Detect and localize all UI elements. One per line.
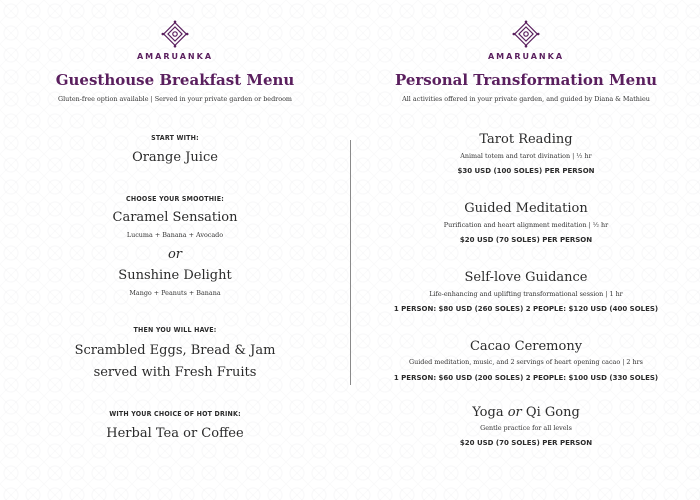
menu-subtitle: Gluten-free option available | Served in your private garden or bedroom [58,95,292,103]
or-separator: or [167,247,183,262]
tarot-reading-name: Tarot Reading [479,132,573,147]
start-with-label: START WITH: [151,134,199,142]
menu-title: Personal Transformation Menu [394,71,658,89]
or-separator: or [507,405,522,420]
smoothie-option-1: Caramel Sensation [112,210,238,225]
yoga-qi-gong-name [352,405,700,420]
brand-name: AMARUANKA [487,52,565,61]
guided-meditation-price: $20 USD (70 SOLES) PER PERSON [459,236,593,244]
self-love-guidance-detail: Life-enhancing and uplifting transformational session | 1 hr [429,290,623,298]
main-course-line-2: served with Fresh Fruits [93,365,257,380]
hot-drink-label: WITH YOUR CHOICE OF HOT DRINK: [109,410,241,418]
transformation-menu-panel [352,0,700,500]
cacao-ceremony-detail: Guided meditation, music, and 2 servings of heart opening cacao | 2 hrs [409,358,643,366]
qi-gong-label: Qi Gong [525,405,580,420]
smoothie-option-2-ingredients: Mango + Peanuts + Banana [129,289,221,297]
menu-title: Guesthouse Breakfast Menu [55,71,295,89]
smoothie-option-1-ingredients: Lucuma + Banana + Avocado [126,231,224,239]
guided-meditation-name: Guided Meditation [464,201,588,216]
yoga-label: Yoga [472,405,504,420]
brand-name: AMARUANKA [136,52,214,61]
cacao-ceremony-price: 1 PERSON: $60 USD (200 SOLES) 2 PEOPLE: $100 USD (330 SOLES) [393,374,659,382]
yoga-qi-gong-price: $20 USD (70 SOLES) PER PERSON [459,439,593,447]
smoothie-option-2: Sunshine Delight [118,268,232,283]
tarot-reading-detail: Animal totem and tarot divination | ½ hr [460,152,592,160]
start-item: Orange Juice [132,150,218,165]
mandala-logo-icon [161,20,189,48]
hot-drink-item: Herbal Tea or Coffee [106,426,244,441]
column-divider [350,140,351,385]
menu-subtitle: All activities offered in your private garden, and guided by Diana & Mathieu [402,95,650,103]
smoothie-label: CHOOSE YOUR SMOOTHIE: [126,195,224,203]
main-course-line-1: Scrambled Eggs, Bread & Jam [74,343,276,358]
self-love-guidance-name: Self-love Guidance [464,270,588,285]
tarot-reading-price: $30 USD (100 SOLES) PER PERSON [457,167,595,175]
cacao-ceremony-name: Cacao Ceremony [469,339,583,354]
then-label: THEN YOU WILL HAVE: [133,326,217,334]
guided-meditation-detail: Purification and heart alignment meditation | ½ hr [443,221,609,229]
self-love-guidance-price: 1 PERSON: $80 USD (260 SOLES) 2 PEOPLE: $120 USD (400 SOLES) [393,305,659,313]
yoga-qi-gong-detail: Gentle practice for all levels [480,424,572,432]
mandala-logo-icon [512,20,540,48]
